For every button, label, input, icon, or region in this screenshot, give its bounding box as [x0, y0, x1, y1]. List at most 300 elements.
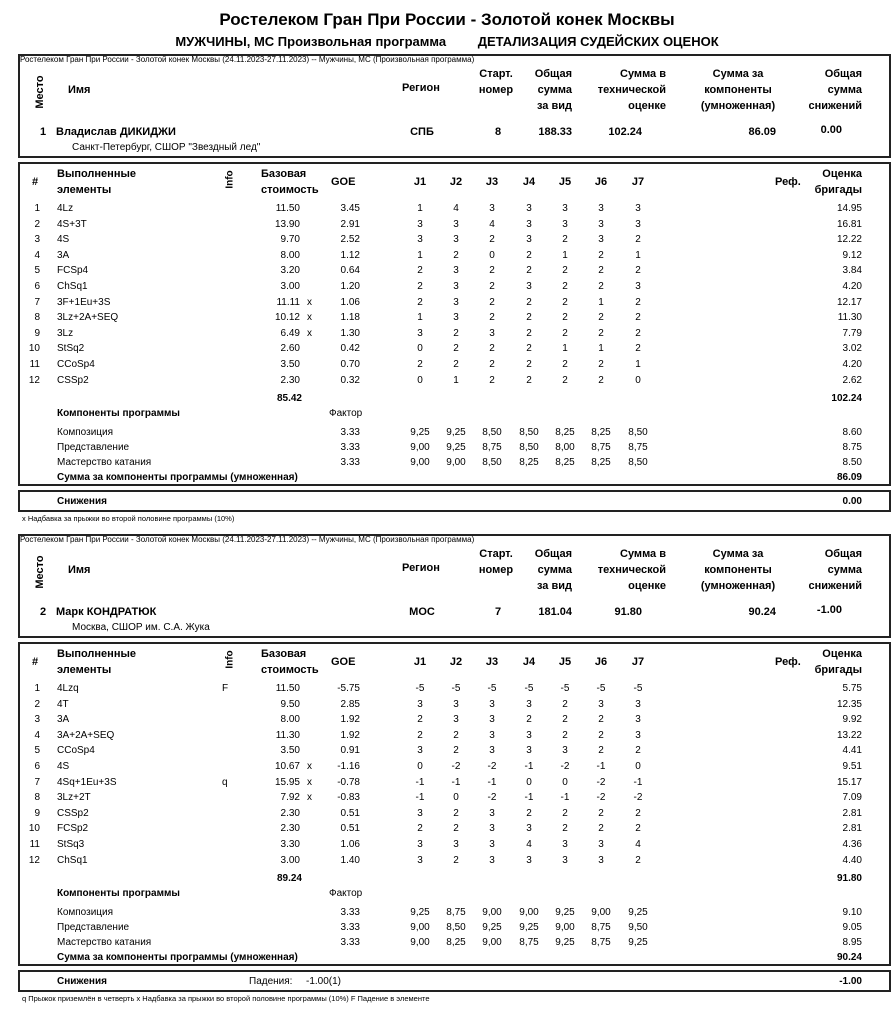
- element-base-value: 3.50: [280, 359, 300, 370]
- element-code: 3A: [57, 249, 70, 261]
- judge-score: 0: [635, 761, 641, 772]
- skater-region: СПБ: [410, 126, 434, 138]
- deductions-label: Снижения: [57, 976, 107, 987]
- element-panel-score: 16.81: [836, 218, 862, 230]
- component-judge-score: 8,25: [591, 427, 611, 438]
- goe-header: GOE: [331, 176, 356, 188]
- judge-score: 2: [598, 745, 604, 757]
- info-header: Info: [224, 170, 236, 189]
- judge-score: -5: [415, 683, 425, 694]
- component-factor: 3.33: [340, 937, 360, 948]
- judge-score: 2: [562, 374, 568, 386]
- ded-header-3: снижений: [808, 580, 862, 592]
- judge-score: 0: [417, 343, 423, 355]
- tes-header-2: технической: [597, 84, 666, 96]
- element-code: 3Lz+2A+SEQ: [57, 312, 119, 324]
- judge-header: J3: [485, 656, 499, 668]
- judge-score: 3: [489, 823, 495, 835]
- judge-score: 3: [417, 218, 423, 230]
- element-panel-score: 12.22: [836, 234, 862, 246]
- element-base-value: 7.92: [280, 792, 300, 804]
- judge-header: J5: [558, 176, 572, 188]
- judge-score: 0: [526, 776, 532, 788]
- element-base-value: 13.90: [274, 218, 300, 230]
- pcs-header-1: Сумма за: [712, 68, 764, 80]
- judge-score: 2: [526, 359, 532, 370]
- judge-score: 3: [526, 698, 532, 710]
- element-panel-score: 13.22: [836, 729, 862, 741]
- judge-score: 0: [562, 776, 568, 788]
- judge-score: 3: [417, 234, 423, 246]
- element-base-value: 3.20: [280, 265, 300, 277]
- judge-score: 3: [453, 312, 459, 324]
- judge-score: -2: [633, 792, 643, 804]
- judge-score: 2: [489, 281, 495, 292]
- component-judge-score: 9,00: [555, 922, 575, 933]
- judge-score: 3: [526, 745, 532, 757]
- judge-score: 2: [453, 807, 459, 819]
- judge-score: 3: [526, 218, 532, 230]
- skater-place: 2: [40, 606, 47, 618]
- element-base-value: 3.00: [280, 854, 300, 866]
- component-judge-score: 9,00: [591, 907, 611, 918]
- judge-score: 3: [489, 729, 495, 741]
- judge-score: 3: [489, 203, 495, 214]
- judge-score: 1: [417, 249, 423, 261]
- element-code: StSq2: [57, 343, 85, 355]
- judge-score: 3: [453, 281, 459, 292]
- judge-score: 2: [635, 823, 641, 835]
- deductions-box: [18, 490, 891, 512]
- component-judge-score: 8,00: [555, 442, 575, 453]
- element-goe: 1.12: [340, 249, 360, 261]
- element-base-value: 6.49: [280, 327, 300, 339]
- element-panel-score: 12.17: [836, 296, 862, 308]
- element-number: 1: [34, 683, 40, 694]
- judge-score: 3: [598, 234, 604, 246]
- judge-score: 2: [526, 265, 532, 277]
- element-base-value: 3.50: [280, 745, 300, 757]
- judge-score: 1: [598, 343, 604, 355]
- component-judge-score: 9,00: [482, 937, 502, 948]
- judge-score: 0: [453, 792, 459, 804]
- element-goe: 1.92: [340, 729, 360, 741]
- component-judge-score: 9,00: [482, 907, 502, 918]
- component-judge-score: 9,25: [410, 907, 430, 918]
- pcs-header-3: (умноженная): [700, 100, 776, 112]
- judge-score: 3: [526, 281, 532, 292]
- judge-score: 2: [489, 374, 495, 386]
- component-judge-score: 8,50: [482, 457, 502, 468]
- element-goe: 0.91: [340, 745, 360, 757]
- judge-score: 0: [417, 761, 423, 772]
- element-base-value: 10.12: [274, 312, 300, 324]
- judge-score: 2: [489, 265, 495, 277]
- pcs-header-3: (умноженная): [700, 580, 776, 592]
- element-number: 3: [34, 714, 40, 726]
- elements-header-1: Выполненные: [57, 648, 136, 660]
- element-goe: 0.51: [340, 823, 360, 835]
- component-judge-score: 8,75: [628, 442, 648, 453]
- judge-score: 3: [635, 203, 641, 214]
- judge-score: -5: [487, 683, 497, 694]
- judge-score: 3: [562, 203, 568, 214]
- element-info: F: [222, 683, 229, 694]
- ded-header-2: сумма: [827, 84, 862, 96]
- falls-value: -1.00(1): [306, 976, 342, 987]
- element-goe: 2.52: [340, 234, 360, 246]
- name-header: Имя: [68, 564, 91, 576]
- element-code: 4S: [57, 234, 70, 246]
- judge-header: J2: [449, 656, 463, 668]
- judge-score: -1: [415, 776, 425, 788]
- judge-score: 2: [562, 807, 568, 819]
- judge-score: 3: [562, 745, 568, 757]
- judge-score: 3: [598, 839, 604, 850]
- total-header-2: сумма: [537, 564, 572, 576]
- element-base-value: 3.00: [280, 281, 300, 292]
- judge-score: 3: [489, 745, 495, 757]
- component-judge-score: 8,50: [628, 457, 648, 468]
- judge-score: 2: [635, 234, 641, 246]
- judge-score: 1: [453, 374, 459, 386]
- skater-deductions: -1.00: [816, 604, 842, 616]
- pcs-total: 90.24: [836, 952, 862, 963]
- judge-score: 3: [489, 839, 495, 850]
- element-base-value: 8.00: [280, 714, 300, 726]
- judge-score: 2: [417, 281, 423, 292]
- components-header: Компоненты программы: [57, 408, 180, 419]
- element-goe: 1.92: [340, 714, 360, 726]
- judge-score: 3: [417, 807, 423, 819]
- judge-score: 3: [635, 729, 641, 741]
- element-code: 4Sq+1Eu+3S: [57, 776, 117, 788]
- ded-header-1: Общая: [824, 68, 862, 80]
- judge-score: 2: [635, 343, 641, 355]
- judge-score: 2: [489, 359, 495, 370]
- judge-score: 4: [526, 839, 532, 850]
- element-goe: 1.20: [340, 281, 360, 292]
- judge-score: 3: [489, 807, 495, 819]
- element-panel-score: 14.95: [836, 203, 862, 214]
- region-header: Регион: [402, 82, 440, 94]
- element-base-value: 10.67: [274, 761, 300, 772]
- element-number: 7: [34, 296, 40, 308]
- judge-score: 2: [526, 714, 532, 726]
- tes-header-3: оценке: [628, 100, 666, 112]
- judge-score: 4: [453, 203, 459, 214]
- element-code: CSSp2: [57, 807, 89, 819]
- judge-score: -5: [560, 683, 570, 694]
- component-judge-score: 9,00: [410, 937, 430, 948]
- element-goe: 2.91: [340, 218, 360, 230]
- base-header-2: стоимость: [261, 184, 319, 196]
- component-name: Мастерство катания: [57, 937, 152, 948]
- judge-score: 0: [417, 374, 423, 386]
- judge-score: -2: [487, 761, 497, 772]
- judge-score: 2: [635, 296, 641, 308]
- judge-header: J1: [413, 656, 427, 668]
- judge-score: 2: [526, 807, 532, 819]
- judge-score: 3: [635, 698, 641, 710]
- judge-score: 3: [417, 327, 423, 339]
- judge-score: 2: [635, 745, 641, 757]
- element-base-value: 11.50: [275, 203, 300, 214]
- element-number: 4: [34, 249, 40, 261]
- judge-header: J6: [594, 176, 608, 188]
- judge-score: 3: [417, 698, 423, 710]
- skater-start-no: 8: [494, 126, 502, 138]
- panel-header-2: бригады: [814, 184, 862, 196]
- component-judge-score: 8,50: [519, 442, 539, 453]
- judge-score: 2: [526, 312, 532, 324]
- component-judge-score: 8,75: [482, 442, 502, 453]
- component-judge-score: 8,75: [446, 907, 466, 918]
- component-judge-score: 9,25: [446, 427, 466, 438]
- element-bonus-mark: x: [307, 296, 312, 308]
- base-header-2: стоимость: [261, 664, 319, 676]
- judge-score: 3: [489, 327, 495, 339]
- judge-score: 3: [635, 281, 641, 292]
- component-score: 9.10: [842, 907, 862, 918]
- component-judge-score: 9,25: [628, 907, 648, 918]
- element-panel-score: 11.30: [837, 312, 862, 324]
- component-score: 9.05: [842, 922, 862, 933]
- component-judge-score: 9,25: [446, 442, 466, 453]
- judge-score: 2: [417, 296, 423, 308]
- element-goe: 2.85: [340, 698, 360, 710]
- element-base-value: 9.70: [280, 234, 300, 246]
- judge-score: 2: [562, 312, 568, 324]
- element-code: CCoSp4: [57, 745, 95, 757]
- total-header-3: за вид: [536, 100, 572, 112]
- judge-score: 0: [635, 374, 641, 386]
- tes-total: 91.80: [836, 873, 862, 884]
- element-number: 3: [34, 234, 40, 246]
- num-header: #: [32, 176, 39, 188]
- judge-score: 3: [453, 296, 459, 308]
- judge-score: 2: [417, 359, 423, 370]
- component-score: 8.95: [842, 937, 862, 948]
- judge-score: 2: [598, 729, 604, 741]
- start-no-header-2: номер: [478, 564, 514, 576]
- judge-score: 3: [489, 698, 495, 710]
- component-judge-score: 8,50: [519, 427, 539, 438]
- judge-score: 2: [417, 729, 423, 741]
- component-judge-score: 9,00: [446, 457, 466, 468]
- element-base-value: 8.00: [280, 249, 300, 261]
- judge-score: 2: [562, 234, 568, 246]
- element-panel-score: 2.62: [842, 374, 862, 386]
- element-goe: 3.45: [340, 203, 360, 214]
- judge-score: 2: [635, 807, 641, 819]
- pcs-total: 86.09: [836, 472, 862, 483]
- judge-score: 1: [598, 296, 604, 308]
- element-bonus-mark: x: [307, 792, 312, 804]
- element-code: 4S+3T: [57, 218, 87, 230]
- falls-label: Падения:: [249, 976, 293, 987]
- judge-header: J4: [522, 656, 536, 668]
- element-code: 3A: [57, 714, 70, 726]
- factor-header: Фактор: [329, 408, 363, 419]
- judge-score: 2: [598, 327, 604, 339]
- component-score: 8.60: [842, 427, 862, 438]
- judge-score: -2: [560, 761, 570, 772]
- info-header: Info: [224, 650, 236, 669]
- element-panel-score: 2.81: [842, 823, 862, 835]
- judge-score: 2: [562, 729, 568, 741]
- component-judge-score: 9,25: [555, 907, 575, 918]
- judge-score: 2: [562, 359, 568, 370]
- element-goe: 1.18: [340, 312, 360, 324]
- element-panel-score: 5.75: [842, 683, 862, 694]
- element-number: 6: [34, 761, 40, 772]
- component-judge-score: 8,75: [591, 937, 611, 948]
- footnote: x Надбавка за прыжки во второй половине программы (10%): [22, 514, 235, 523]
- judge-score: 2: [598, 359, 604, 370]
- element-bonus-mark: x: [307, 761, 312, 772]
- tes-header-2: технической: [597, 564, 666, 576]
- judge-score: 2: [598, 823, 604, 835]
- judge-score: 2: [562, 823, 568, 835]
- element-goe: 1.30: [340, 327, 360, 339]
- component-judge-score: 9,00: [410, 457, 430, 468]
- element-panel-score: 3.84: [842, 265, 862, 277]
- judge-score: 2: [489, 234, 495, 246]
- ded-header-2: сумма: [827, 564, 862, 576]
- judge-score: -5: [524, 683, 534, 694]
- deductions-total: 0.00: [842, 496, 862, 507]
- component-judge-score: 9,00: [410, 922, 430, 933]
- tes-header-1: Сумма в: [620, 548, 666, 560]
- component-judge-score: 8,75: [591, 442, 611, 453]
- judge-score: 3: [526, 729, 532, 741]
- element-code: 4Lzq: [57, 683, 79, 694]
- judge-score: 3: [453, 234, 459, 246]
- element-goe: 0.51: [340, 807, 360, 819]
- component-judge-score: 8,25: [555, 427, 575, 438]
- element-number: 6: [34, 281, 40, 292]
- element-panel-score: 7.09: [842, 792, 862, 804]
- component-judge-score: 9,25: [482, 922, 502, 933]
- judge-score: 2: [598, 281, 604, 292]
- judge-header: J5: [558, 656, 572, 668]
- element-info: q: [222, 776, 228, 788]
- report-label: ДЕТАЛИЗАЦИЯ СУДЕЙСКИХ ОЦЕНОК: [477, 34, 719, 49]
- element-number: 11: [29, 839, 40, 850]
- element-goe: 1.40: [340, 854, 360, 866]
- element-goe: -0.83: [337, 792, 360, 804]
- element-base-value: 9.50: [280, 698, 300, 710]
- place-header: Место: [34, 555, 46, 589]
- skater-total: 181.04: [538, 606, 572, 618]
- element-panel-score: 7.79: [842, 327, 862, 339]
- judge-score: 2: [598, 312, 604, 324]
- tes-header-3: оценке: [628, 580, 666, 592]
- element-panel-score: 9.12: [842, 249, 862, 261]
- elements-header-2: элементы: [57, 664, 112, 676]
- judge-score: 2: [453, 823, 459, 835]
- judge-score: 2: [453, 249, 459, 261]
- component-name: Композиция: [57, 907, 114, 918]
- element-panel-score: 4.41: [842, 745, 862, 757]
- judge-score: 3: [635, 218, 641, 230]
- element-code: CSSp2: [57, 374, 89, 386]
- judge-score: 4: [489, 218, 495, 230]
- panel-header-1: Оценка: [822, 168, 862, 180]
- element-base-value: 3.30: [280, 839, 300, 850]
- judge-score: 1: [417, 203, 423, 214]
- page-title: Ростелеком Гран При России - Золотой конек Москвы: [219, 10, 675, 29]
- judge-score: 1: [635, 359, 641, 370]
- skater-name: Марк КОНДРАТЮК: [56, 606, 157, 618]
- base-value-total: 85.42: [276, 393, 302, 404]
- element-panel-score: 4.20: [842, 281, 862, 292]
- component-judge-score: 9,25: [628, 937, 648, 948]
- element-goe: 0.32: [340, 374, 360, 386]
- name-header: Имя: [68, 84, 91, 96]
- judge-score: 2: [635, 265, 641, 277]
- component-judge-score: 9,50: [628, 922, 648, 933]
- judge-score: 3: [417, 854, 423, 866]
- judge-header: J7: [631, 656, 645, 668]
- judge-header: J1: [413, 176, 427, 188]
- judge-score: 2: [598, 714, 604, 726]
- component-judge-score: 9,00: [410, 442, 430, 453]
- component-factor: 3.33: [340, 427, 360, 438]
- component-judge-score: 8,50: [446, 922, 466, 933]
- element-goe: 1.06: [340, 839, 360, 850]
- judge-header: J3: [485, 176, 499, 188]
- judge-score: 2: [526, 296, 532, 308]
- element-bonus-mark: x: [307, 776, 312, 788]
- event-caption: Ростелеком Гран При России - Золотой конек Москвы (24.11.2023-27.11.2023) -- Мужчины, МС (Произвольная программа): [20, 55, 475, 64]
- component-score: 8.75: [842, 442, 862, 453]
- component-judge-score: 8,75: [591, 922, 611, 933]
- event-caption: Ростелеком Гран При России - Золотой конек Москвы (24.11.2023-27.11.2023) -- Мужчины, МС (Произвольная программа): [20, 535, 475, 544]
- element-panel-score: 4.36: [842, 839, 862, 850]
- skater-tes: 102.24: [608, 126, 642, 138]
- element-goe: -1.16: [337, 761, 360, 772]
- judge-score: -1: [560, 792, 570, 804]
- element-goe: 1.06: [340, 296, 360, 308]
- judge-score: 2: [598, 374, 604, 386]
- judge-score: 2: [562, 265, 568, 277]
- element-number: 5: [34, 745, 40, 757]
- skater-region: МОС: [409, 606, 435, 618]
- element-goe: -5.75: [337, 683, 360, 694]
- judge-score: -2: [487, 792, 497, 804]
- panel-header-1: Оценка: [822, 648, 862, 660]
- element-base-value: 11.50: [275, 683, 300, 694]
- pcs-header-2: компоненты: [704, 564, 772, 576]
- judge-score: 2: [562, 296, 568, 308]
- component-judge-score: 8,25: [555, 457, 575, 468]
- pcs-total-label: Сумма за компоненты программы (умноженная): [57, 952, 298, 963]
- element-code: ChSq1: [57, 281, 88, 292]
- components-header: Компоненты программы: [57, 888, 180, 899]
- tes-header-1: Сумма в: [620, 68, 666, 80]
- judge-score: 3: [526, 854, 532, 866]
- judge-header: J7: [631, 176, 645, 188]
- judge-score: 2: [489, 296, 495, 308]
- judge-score: 3: [562, 839, 568, 850]
- element-code: 4T: [57, 698, 69, 710]
- judge-score: 2: [453, 745, 459, 757]
- ded-header-3: снижений: [808, 100, 862, 112]
- judge-score: 3: [598, 698, 604, 710]
- goe-header: GOE: [331, 656, 356, 668]
